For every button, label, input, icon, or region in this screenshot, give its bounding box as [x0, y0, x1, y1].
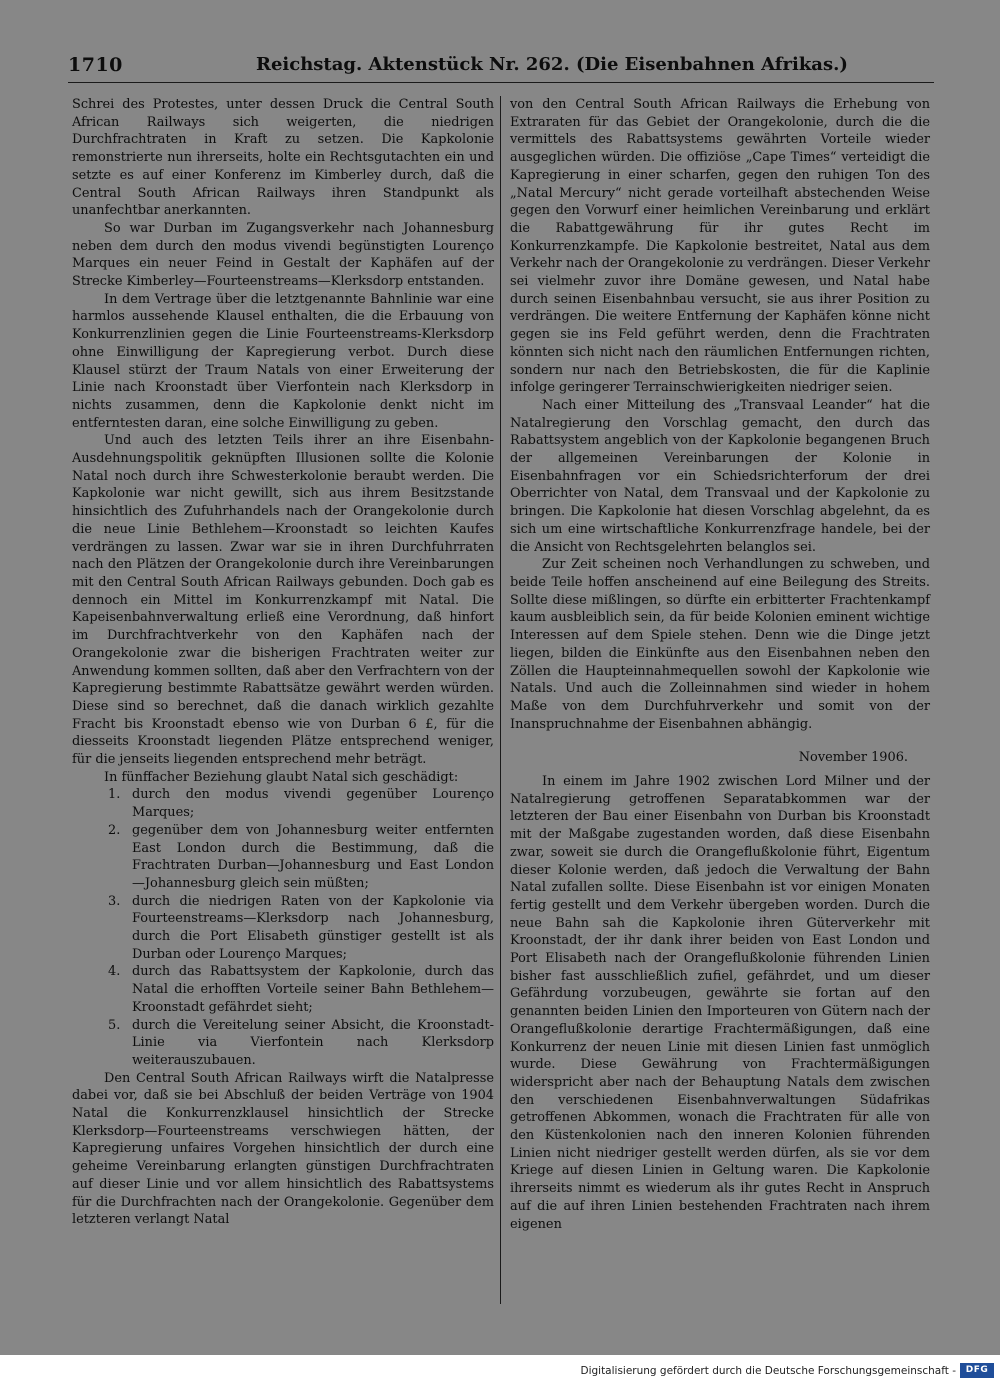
- paragraph: Zur Zeit scheinen noch Verhandlungen zu schweben, und beide Teile hoffen anscheinend auf eine Beilegung des Streits. Sollte diese mißlingen, so dürfte ein erbitterter Frachtenkampf kaum ausbleiblich sein, da für beide Kolonien eminent wichtige Interessen auf dem Spiele stehen. Denn wie die Dinge jetzt liegen, bilden die Einkünfte aus den Eisenbahnen neben den Zöllen die Haupteinnahmequellen sowohl der Kapkolonie wie Natals. Und auch die Zolleinnahmen sind wieder in hohem Maße von dem Durchfuhrverkehr und somit von der Inanspruchnahme der Eisenbahnen abhängig.: [510, 557, 930, 732]
- column-divider: [500, 96, 501, 1304]
- paragraph: Und auch des letzten Teils ihrer an ihre Eisenbahn-Ausdehnungspolitik geknüpften Illusionen sollte die Kolonie Natal noch durch ihre Schwesterkolonie beraubt werden. Die Kapkolonie war nicht gewillt, sich aus ihrem Besitzstande hinsichtlich des Zufuhrhandels nach der Orangekolonie durch die neue Linie Bethlehem—Kroonstadt so leichten Kaufes verdrängen zu lassen. Zwar war sie in ihren Durchfuhrraten nach den Plätzen der Orangekolonie durch ihre Vereinbarungen mit den Central South African Railways gebunden. Doch gab es dennoch ein Mittel im Konkurrenzkampf mit Natal. Die Kapeisenbahnverwaltung erließ eine Verordnung, daß hinfort im Durchfrachtverkehr von den Kaphäfen nach der Orangekolonie zwar die bisherigen Frachtraten weiter zur Anwendung kommen sollten, daß aber den Verfrachtern von der Kapregierung bestimmte Rabattsätze gewährt werden würden. Diese sind so berechnet, daß die danach wirklich gezahlte Fracht bis Kroonstadt ebenso wie von Durban 6 £, für die diesseits Kroonstadt liegenden Plätze entsprechend weniger, für die jenseits liegenden entsprechend mehr beträgt.: [72, 433, 494, 768]
- list-text: durch den modus vivendi gegenüber Lourenço Marques;: [132, 787, 494, 821]
- list-number: 3.: [108, 893, 121, 909]
- page-number: 1710: [68, 54, 123, 76]
- paragraph: Nach einer Mitteilung des „Transvaal Leander“ hat die Natalregierung den Vorschlag gemacht, den durch das Rabattsystem angeblich von der Kapkolonie begangenen Bruch der allgemeinen Vereinbarungen der Kolonie in Eisenbahnfragen vor ein Schiedsrichterforum der drei Oberrichter von Natal, dem Transvaal und der Kapkolonie zu bringen. Die Kapkolonie hat diesen Vorschlag abgelehnt, da es sich um eine wirtschaftliche Konkurrenzfrage handele, bei der die Ansicht von Rechtsgelehrten belanglos sei.: [510, 397, 930, 555]
- list-text: durch die Vereitelung seiner Absicht, die Kroonstadt-Linie via Vierfontein nach Klerksdorp weiterauszubauen.: [132, 1017, 494, 1068]
- page-header: [68, 54, 932, 84]
- paragraph: von den Central South African Railways die Erhebung von Extraraten für das Gebiet der Orangekolonie, durch die die vermittels des Rabattsystems gewährten Vorteile wieder ausgeglichen würden. Die offiziöse „Cape Times“ verteidigt die Kapregierung in einer scharfen, gegen den ruhigen Ton des „Natal Mercury“ nicht gerade vorteilhaft abstechenden Weise gegen den Vorwurf einer heimlichen Vereinbarung und erklärt die Rabattgewährung für ihr gutes Recht im Konkurrenzkampfe. Die Kapkolonie bestreitet, Natal aus dem Verkehr nach der Orangekolonie zu verdrängen. Dieser Verkehr sei vielmehr zuvor ihre Domäne gewesen, und Natal habe durch seinen Eisenbahnbau versucht, sie aus ihrer Position zu verdrängen. Die weitere Entfernung der Kaphäfen könne nicht gegen sie ins Feld geführt werden, denn die Frachtraten könnten sich nicht nach den räumlichen Entfernungen richten, sondern nur nach den Betriebskosten, die für die Kaplinie infolge geringerer Terrainschwierigkeiten niedriger seien.: [510, 97, 930, 396]
- footer: [0, 1362, 1000, 1382]
- list-text: durch das Rabattsystem der Kapkolonie, durch das Natal die erhofften Vorteile seiner Bahn Bethlehem—Kroonstadt gefährdet sieht;: [132, 964, 494, 1015]
- paragraph: In einem im Jahre 1902 zwischen Lord Milner und der Natalregierung getroffenen Separatabkommen war der letzteren der Bau einer Eisenbahn von Durban bis Kroonstadt mit der Maßgabe zugestanden worden, daß diese Eisenbahn zwar, soweit sie durch die Orangeflußkolonie führt, Eigentum dieser Kolonie werden, daß jedoch die Verwaltung der Bahn Natal zufallen sollte. Diese Eisenbahn ist vor einigen Monaten fertig gestellt und dem Verkehr übergeben worden. Durch die neue Bahn sah die Kapkolonie ihren Güterverkehr mit Kroonstadt, der ihr dank ihrer beiden von East London und Port Elisabeth nach der Orangeflußkolonie führenden Linien bisher fast ausschließlich zufiel, gefährdet, und um dieser Gefährdung vorzubeugen, gewährte sie fortan auf den genannten beiden Linien den Importeuren von Gütern nach der Orangeflußkolonie derartige Frachtermäßigungen, daß eine Konkurrenz der neuen Linie mit diesen Linien fast unmöglich wurde. Diese Gewährung von Frachtermäßigungen widerspricht aber nach der Behauptung Natals dem zwischen den verschiedenen Eisenbahnverwaltungen Südafrikas getroffenen Abkommen, wonach die Frachtraten für alle von den Küstenkolonien nach den inneren Kolonien führenden Linien nicht niedriger gestellt werden dürfen, als sie vor dem Kriege auf diesen Linien in Geltung waren. Die Kapkolonie ihrerseits nimmt es wiederum als ihr gutes Recht in Anspruch auf die auf ihren Linien bestehenden Frachtraten nach ihrem eigenen: [510, 774, 930, 1232]
- paragraph: Den Central South African Railways wirft die Natalpresse dabei vor, daß sie bei Abschluß der beiden Verträge von 1904 Natal die Konkurrenzklausel hinsichtlich der Strecke Klerksdorp—Fourteenstreams verschwiegen hätten, der Kapregierung unfaires Vorgehen hinsichtlich der durch eine geheime Vereinbarung erlangten günstigen Durchfrachtraten auf dieser Linie und vor allem hinsichtlich des Rabattsystems für die Durchfrachten nach der Orangekolonie. Gegenüber dem letzteren verlangt Natal: [72, 1070, 494, 1228]
- list-text: gegenüber dem von Johannesburg weiter entfernten East London durch die Bestimmung, daß die Frachtraten Durban—Johannesburg und East London—Johannesburg gleich sein müßten;: [132, 822, 494, 891]
- paragraph: In fünffacher Beziehung glaubt Natal sich geschädigt:: [104, 769, 459, 785]
- list-number: 2.: [108, 822, 121, 838]
- paragraph: In dem Vertrage über die letztgenannte Bahnlinie war eine harmlos aussehende Klausel enthalten, die die Erbauung von Konkurrenzlinien gegen die Linie Fourteenstreams-Klerksdorp ohne Einwilligung der Kapregierung verbot. Durch diese Klausel stürzt der Traum Natals von einer Erweiterung der Linie nach Kroonstadt über Vierfontein nach Klerksdorp in nichts zusammen, denn die Kapkolonie denkt nicht im entferntesten daran, eine solche Einwilligung zu geben.: [72, 291, 494, 431]
- header-rule: [68, 82, 934, 83]
- left-column: [72, 96, 494, 1229]
- list-item: [72, 1017, 494, 1070]
- grievance-list: [72, 786, 494, 1069]
- list-number: 5.: [108, 1017, 121, 1033]
- running-head: Reichstag. Aktenstück Nr. 262. (Die Eisenbahnen Afrikas.): [256, 54, 848, 75]
- date-line: November 1906.: [798, 750, 908, 766]
- right-column: [510, 96, 930, 1233]
- paragraph: Schrei des Protestes, unter dessen Druck die Central South African Railways sich weigerten, die niedrigen Durchfrachtraten in Kraft zu setzen. Die Kapkolonie remonstrierte nun ihrerseits, holte ein Rechtsgutachten ein und setzte es auf einer Konferenz im Kimberley durch, daß die Central South African Railways ihren Standpunkt als unanfechtbar anerkannten.: [72, 97, 494, 219]
- list-number: 1.: [108, 787, 121, 803]
- funding-credit: Digitalisierung gefördert durch die Deutsche Forschungsgemeinschaft -: [580, 1365, 956, 1377]
- list-number: 4.: [108, 964, 121, 980]
- list-item: [72, 822, 494, 893]
- paragraph: So war Durban im Zugangsverkehr nach Johannesburg neben dem durch den modus vivendi begünstigten Lourenço Marques ein neuer Feind in Gestalt der Kaphäfen auf der Strecke Kimberley—Fourteenstreams—Klerksdorp entstanden.: [72, 220, 494, 290]
- list-text: durch die niedrigen Raten von der Kapkolonie via Fourteenstreams—Klerksdorp nach Johannesburg, durch die Port Elisabeth günstiger gestellt ist als Durban oder Lourenço Marques;: [132, 893, 494, 962]
- list-item: [72, 786, 494, 821]
- list-item: [72, 893, 494, 964]
- list-item: [72, 963, 494, 1016]
- dfg-logo: DFG: [960, 1363, 994, 1378]
